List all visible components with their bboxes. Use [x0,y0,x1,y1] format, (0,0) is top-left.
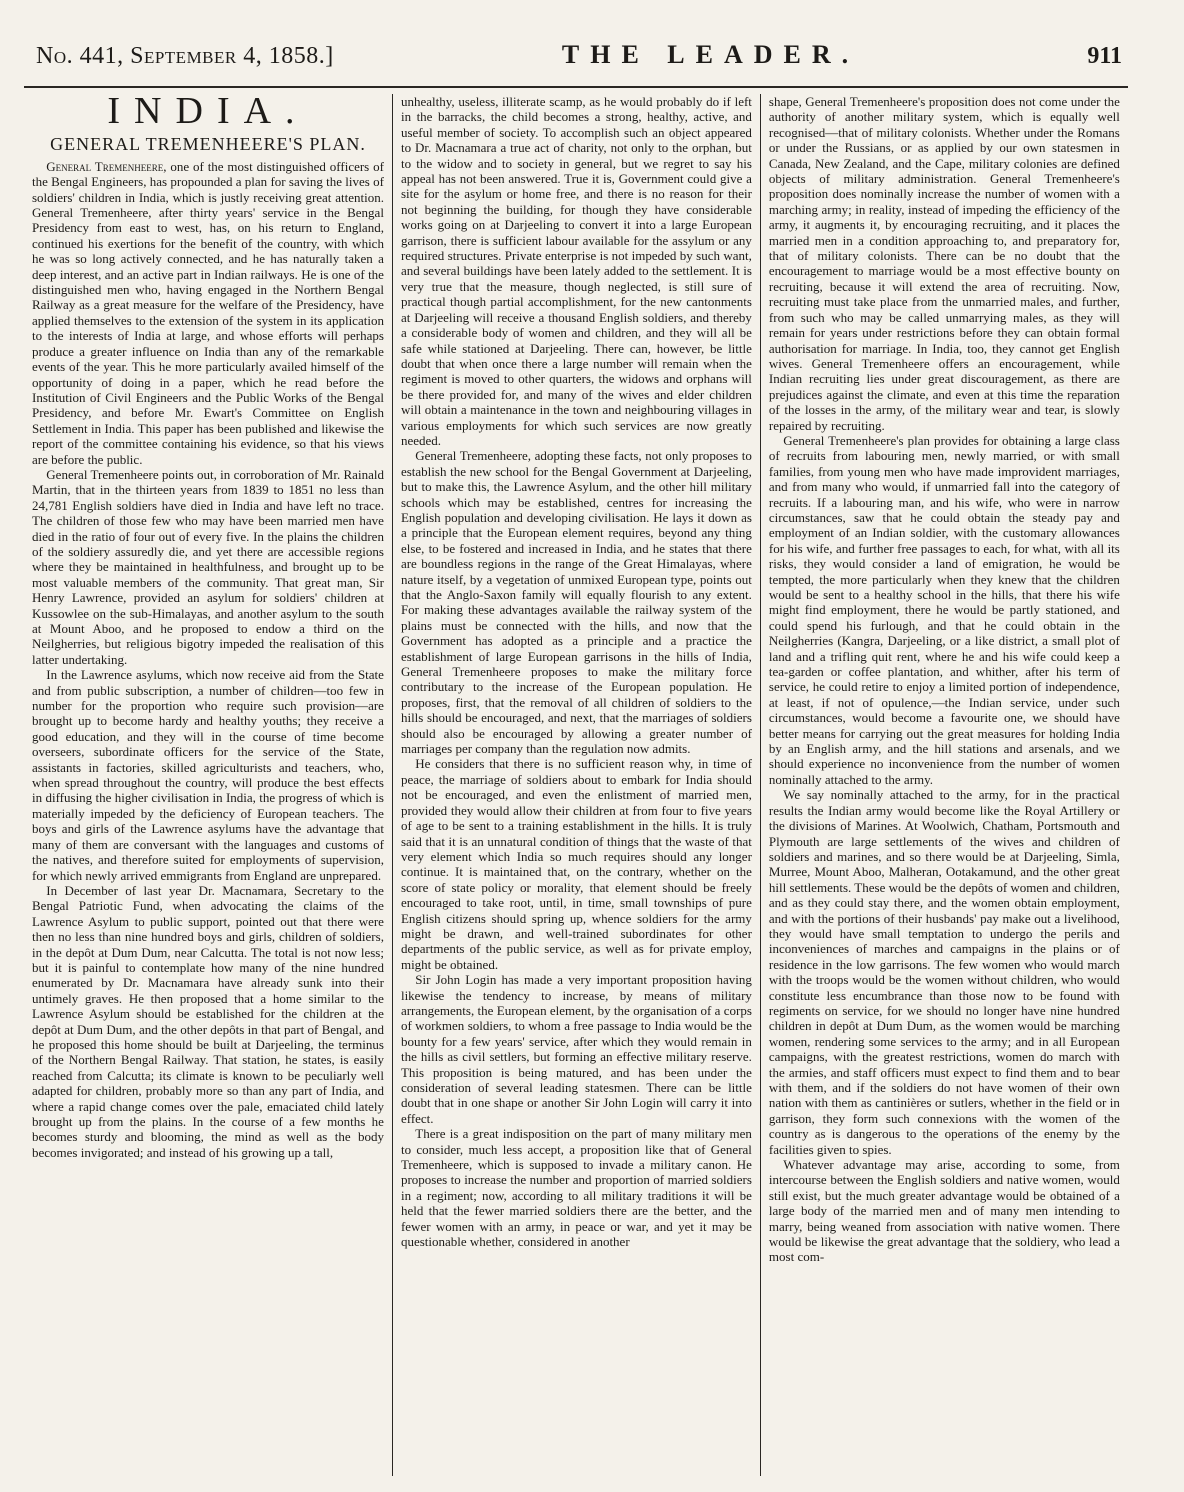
column-1 [24,94,392,1476]
paragraph [401,972,752,1126]
paragraph [401,94,752,448]
paragraph-text: Whatever advantage may arise, according to some, from intercourse between the English soldiers and native women, would still exist, but the much greater advantage would be obtained of a large body of the married men and of many men intending to marry, being weaned from association with native women. There would be likewise the great advantage that the soldiery, who lead a most com- [768,1157,1120,1265]
paragraph-text: Sir John Login has made a very important proposition having likewise the tendency to increase, by means of military arrangements, the European element, by the organisation of a corps of workmen soldiers, to whom a free passage to India would be the bounty for a few years' service, after which they would remain in the hills as civil settlers, but forming an effective military reserve. This proposition is being matured, and has been under the consideration of several leading statesmen. There can be little doubt that in one shape or another Sir John Login will carry it into effect. [400,972,752,1126]
paragraph [32,159,384,467]
paragraph-text: unhealthy, useless, illiterate scamp, as he would probably do if left in the barracks, the child becomes a strong, healthy, active, and useful member of society. To accomplish such an object appeared to Dr. Macnamara a true act of charity, not only to the orphan, but to the widow and to society in general, but we regret to say his appeal has not been answered. True it is, Government could give a site for the asylum or home free, and there is no reason for their not beginning the building, for though they have considerable works going on at Darjeeling to convert it into a large European garrison, there is sufficient labour available for the assylum or any required structures. Private enterprise is not impeded by such want, and several buildings have been lately added to the settlement. It is very true that the measure, though neglected, is still sure of practical though partial accomplishment, for the new cantonments at Darjeeling will receive a thousand English soldiers, and thereby a considerable body of women and children, and they will all be safe while stationed at Darjeeling. There can, however, be little doubt that when once there a large number will remain when the regiment is moved to other quarters, the widows and orphans will be there provided for, and many of the wives and elder children will obtain a maintenance in the town and neighbouring villages in various employments for which such services are now greatly needed. [400,94,752,448]
running-head [24,40,1128,88]
paragraph-text: General Tremenheere, adopting these facts, not only proposes to establish the new school for the Bengal Government at Darjeeling, but to make this, the Lawrence Asylum, and the other hill military schools which may be established, centres for increasing the English population and developing civilisation. He lays it down as a principle that the European element requires, beyond any thing else, to be fostered and increased in India, and he states that there are boundless regions in the range of the Great Himalayas, where nature itself, by a vegetation of unmixed European type, points out that the Anglo-Saxon family will equally flourish to any extent. For making these advantages available the railway system of the plains must be connected with the hills, and now that the Government has adopted as a principle and a practice the establishment of large European garrisons in the hills of India, General Tremenheere proposes to make the military force contributary to the increase of the European population. He proposes, first, that the removal of all children of soldiers to the hills should be encouraged, and next, that the marriages of soldiers should also be encouraged by allowing a greater number of marriages per company than the regulation now admits. [400,448,752,757]
paragraph [769,787,1120,1157]
paragraph-text: There is a great indisposition on the part of many military men to consider, much less accept, a proposition like that of General Tremenheere, which is supposed to invade a military canon. He proposes to increase the number and proportion of married soldiers in a regiment; now, according to all military traditions it will be held that the fewer married soldiers there are the better, and the fewer women with an army, in peace or war, and yet it may be questionable whether, considered in another [400,1126,752,1250]
masthead: THE LEADER. [561,40,860,69]
paragraph [769,94,1120,433]
page-number: 911 [1087,43,1122,69]
paragraph-text: He considers that there is no sufficient reason why, in time of peace, the marriage of soldiers about to embark for India should not be encouraged, and even the enlistment of married men, provided they would allow their children at from four to five years of age to be sent to a training establishment in the hills. It is truly said that it is an unnatural condition of things that the waste of that very element which India so much requires should any longer continue. It is maintained that, on the contrary, whether on the score of state policy or morality, that element should be freely encouraged to take root, until, in time, small townships of pure English citizens should spring up, whence soldiers for the army might be drawn, and well-trained subordinates for other departments of the public service, as well as for private employ, might be obtained. [400,756,752,972]
issue-date: No. 441, September 4, 1858.] [36,43,334,69]
paragraph-text: We say nominally attached to the army, for in the practical results the Indian army would become like the Royal Artillery or the divisions of Marines. At Woolwich, Chatham, Portsmouth and Plymouth are large settlements of the wives and children of soldiers and marines, and so there would be at Darjeeling, Simla, Murree, Mount Aboo, Malheran, Ootakamund, and the other great hill settlements. These would be the depôts of women and children, and as they could stay there, and the women obtain employment, and with the portions of their husbands' pay make out a livelihood, they would have small temptation to undergo the perils and inconveniences of marches and campaigns in the plains or of residence in the low garrisons. The few women who would march with the troops would be the women without children, who would constitute less encumbrance than those now to be found with regiments on service, for we should no longer have nine hundred children in depôt at Dum Dum, as the women would be marching women, rendering some services to the army; and in all European campaigns, with the greatest restrictions, women do march with the armies, and staff officers must expect to find them and to bear with them, and if the soldiers do not have women of their own nation with them as cantinières or sutlers, whether in the field or in garrison, they form such connexions with the women of the country as is dangerous to the operations of the enemy by the facilities given to spies. [768,787,1120,1157]
article-title: GENERAL TREMENHEERE'S PLAN. [50,134,366,155]
article-columns [24,94,1128,1476]
paragraph-text: General Tremenheere points out, in corroboration of Mr. Rainald Martin, that in the thirteen years from 1839 to 1851 no less than 24,781 English soldiers have died in India and have left no trace. The children of those few who may have been married men have died in the ratio of four out of every five. In the plains the children of the soldiery assuredly die, and yet there are accessible regions where they be maintained in healthfulness, and brought up to be most valuable members of the community. That great man, Sir Henry Lawrence, provided an asylum for soldiers' children at Kussowlee on the sub-Himalayas, and another asylum to the south at Mount Aboo, and he proposed to endow a third on the Neilgherries, but religious bigotry impeded the realisation of this latter undertaking. [32,466,384,667]
paragraph [769,1157,1120,1265]
paragraph-text: shape, General Tremenheere's proposition does not come under the authority of another military system, which is equally well recognised—that of military colonists. Whether under the Romans or under the Russians, or as applied by our own statesmen in Canada, New Zealand, and the Cape, military colonies are defined objects of military administration. General Tremenheere's proposition does nominally increase the number of women with a marching army; in reality, instead of impeding the efficiency of the army, it augments it, by encouraging recruiting, and it places the married men in a condition approaching to, and preparatory for, that of military colonists. There can be no doubt that the encouragement to marriage would be a most effective bounty on recruiting, because it will extend the area of recruiting. Now, recruiting must take place from the unmarried males, and further, from such who may be called unmarrying males, as they will remain for years under restrictions before they can obtain formal authorisation for marriage. In India, too, they cannot get English wives. General Tremenheere offers an encouragement, while Indian recruiting lies under great discouragement, as there are prejudices against the climate, and even at this time the reparation of the losses in the army, of the military wear and tear, is slowly repaired by recruiting. [768,94,1120,433]
paragraph [401,1126,752,1249]
paragraph [401,448,752,756]
column-3 [760,94,1128,1476]
paragraph [769,433,1120,787]
paragraph-text: In the Lawrence asylums, which now receive aid from the State and from public subscription, a number of children—too few in number for the proportion who require such provision—are brought up to become hardy and healthy youths; they receive a good education, and they will in the course of time become overseers, subordinate officers for the service of the State, assistants in factories, skilled agriculturists and teachers, who, when spread throughout the country, will produce the best effects in diffusing the higher civilisation in India, the progress of which is materially impeded by the deficiency of European teachers. The boys and girls of the Lawrence asylums have the advantage that many of them are conversant with the languages and customs of the natives, and therefore suited for employments of supervision, for which newly arrived emmigrants from England are unprepared. [32,667,384,883]
paragraph-text: In December of last year Dr. Macnamara, Secretary to the Bengal Patriotic Fund, when advocating the claims of the Lawrence Asylum to public support, pointed out that there were then no less than nine hundred boys and girls, children of soldiers, in the depôt at Dum Dum, near Calcutta. The total is not now less; but it is painful to contemplate how many of the nine hundred enumerated by Dr. Macnamara have already sunk into their untimely graves. He then proposed that a home similar to the Lawrence Asylum should be established for the children at the depôt at Dum Dum, and the other depôts in that part of Bengal, and he proposed this home should be built at Darjeeling, the terminus of the Northern Bengal Railway. That station, he states, is easily reached from Calcutta; its climate is known to be peculiarly well adapted for children, probably more so than any part of India, and where a rapid change comes over the pale, emaciated child lately brought up from the plains. In the course of a few months he becomes sturdy and blooming, the mind as well as the body becomes invigorated; and instead of his growing up a tall, [32,882,384,1160]
paragraph-text: General Tremenheere's plan provides for obtaining a large class of recruits from labouring men, newly married, or with small families, from young men who have made improvident marriages, and from many who would, if unmarried fall into the category of recruits. If a labouring man, and his wife, who were in narrow circumstances, saw that he could obtain the steady pay and employment of an Indian soldier, with the customary allowances for his wife, and further free passages to each, for what, with all its risks, they would consider a land of emigration, he would be tempted, the more particularly when they knew that the children would be sent to a healthy school in the hills, that there his wife might find employment, there he would be partly stationed, and could spend his furlough, and that he could obtain in the Neilgherries (Kangra, Darjeeling, or a like district, a small plot of land and a trifling quit rent, where he and his wife could keep a tea-garden or coffee plantation, and whither, after his term of service, he could retire to enjoy a limited portion of independence, at least, if not of opulence,—the Indian service, under such circumstances, would become a favourite one, we should have better means for carrying out the great measures for holding India by an English army, and the hill stations and arsenals, and we should experience no inconvenience from the number of women nominally attached to the army. [768,432,1120,787]
column-2 [392,94,760,1476]
paragraph [32,467,384,667]
lead-words: General Tremenheere, [46,158,167,174]
paragraph-text: one of the most distinguished officers of the Bengal Engineers, has propounded a plan for saving the lives of soldiers' children in India, which is justly receiving great attention. General Tremenheere, after thirty years' service in the Bengal Presidency from east to west, has, on his return to England, continued his exertions for the benefit of the country, with which he was so long actively connected, and he has naturally taken a deep interest, and an active part in Indian railways. He is one of the distinguished men who, having engaged in the Northern Bengal Railway as a great measure for the welfare of the Presidency, have applied themselves to the extension of the system in its application to the interests of India at large, and whose efforts will perhaps produce a greater influence on India than any of the remarkable events of the year. This he more particularly availed himself of the opportunity of doing in a paper, which he read before the Institution of Civil Engineers and the Public Works of the Bengal Presidency, and before Mr. Ewart's Committee on English Settlement in India. This paper has been published and likewise the report of the committee containing his evidence, so that his views are before the public. [32,158,384,467]
paragraph [32,667,384,883]
paragraph [401,756,752,972]
paragraph [32,883,384,1160]
section-title: INDIA. [107,94,309,132]
